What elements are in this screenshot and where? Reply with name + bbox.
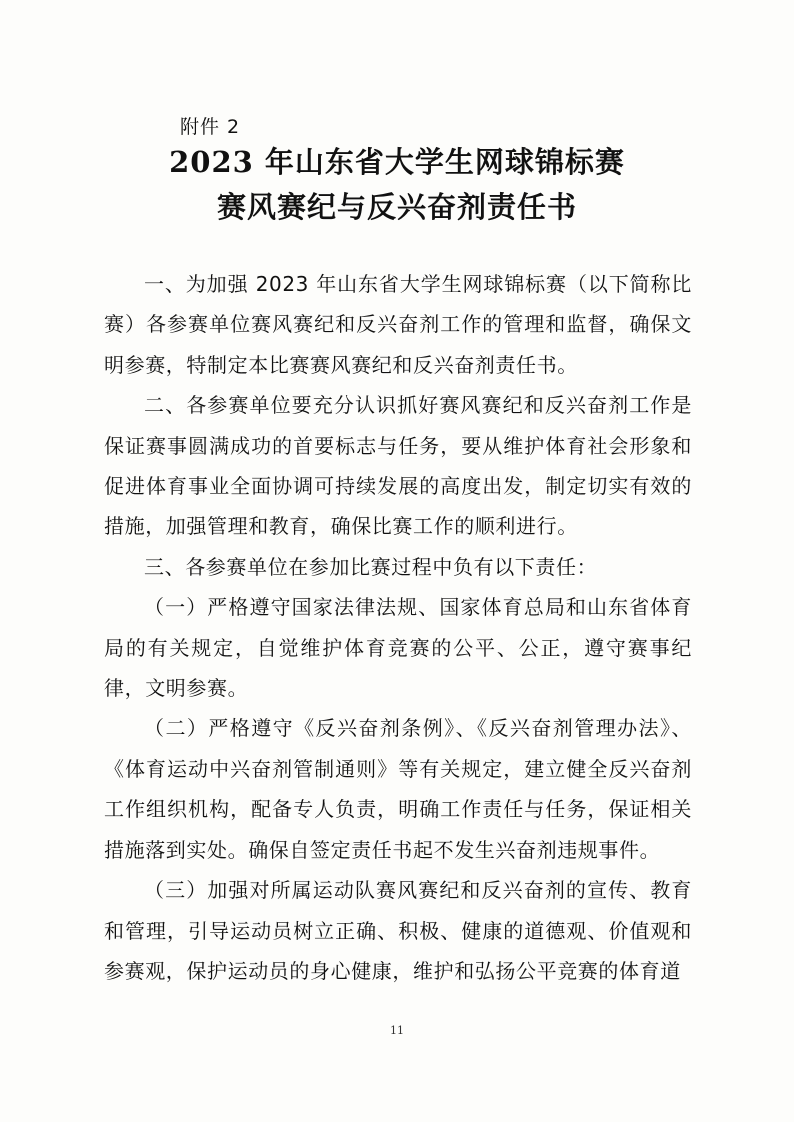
document-body [104, 264, 692, 991]
paragraph-4: （一）严格遵守国家法律法规、国家体育总局和山东省体育局的有关规定，自觉维护体育竞赛的公平、公正，遵守赛事纪律，文明参赛。 [104, 595, 692, 701]
paragraph-1: 一、为加强 2023 年山东省大学生网球锦标赛（以下简称比赛）各参赛单位赛风赛纪和反兴奋剂工作的管理和监督，确保文明参赛，特制定本比赛赛风赛纪和反兴奋剂责任书。 [104, 272, 692, 377]
paragraph-6: （三）加强对所属运动队赛风赛纪和反兴奋剂的宣传、教育和管理，引导运动员树立正确、积极、健康的道德观、价值观和参赛观，保护运动员的身心健康，维护和弘扬公平竞赛的体育道 [104, 878, 692, 983]
paragraph-5: （二）严格遵守《反兴奋剂条例》、《反兴奋剂管理办法》、《体育运动中兴奋剂管制通则》等有关规定，建立健全反兴奋剂工作组织机构，配备专人负责，明确工作责任与任务，保证相关措施落到实处。确保自签定责任书起不发生兴奋剂违规事件。 [104, 716, 692, 862]
page-number: 11 [390, 1024, 404, 1037]
paragraph-2: 二、各参赛单位要充分认识抓好赛风赛纪和反兴奋剂工作是保证赛事圆满成功的首要标志与任务，要从维护体育社会形象和促进体育事业全面协调可持续发展的高度出发，制定切实有效的措施，加强管理和教育，确保比赛工作的顺利进行。 [104, 393, 692, 539]
document-title-line-2: 赛风赛纪与反兴奋剂责任书 [216, 190, 577, 224]
attachment-label: 附件 2 [180, 116, 241, 138]
paragraph-3: 三、各参赛单位在参加比赛过程中负有以下责任： [144, 554, 598, 579]
document-title-line-1: 2023 年山东省大学生网球锦标赛 [169, 145, 625, 179]
